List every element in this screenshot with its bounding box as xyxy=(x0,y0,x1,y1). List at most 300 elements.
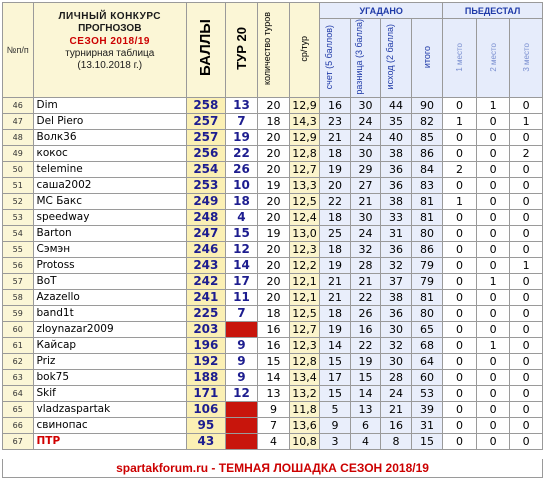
footer-caption: spartakforum.ru - ТЕМНАЯ ЛОШАДКА СЕЗОН 2018/19 xyxy=(2,459,543,478)
place2-cell: 0 xyxy=(476,353,510,369)
points-cell: 95 xyxy=(187,417,226,433)
tours-count-cell: 4 xyxy=(258,433,290,449)
place3-cell: 0 xyxy=(510,273,543,289)
score-hits-cell: 23 xyxy=(320,113,351,129)
diff-hits-cell: 30 xyxy=(350,97,381,113)
total-hits-cell: 82 xyxy=(411,113,443,129)
points-cell: 188 xyxy=(187,369,226,385)
outcome-hits-cell: 36 xyxy=(381,305,412,321)
tours-count-cell: 20 xyxy=(258,145,290,161)
place2-cell: 0 xyxy=(476,289,510,305)
tours-count-cell: 19 xyxy=(258,225,290,241)
participant-name: bok75 xyxy=(33,369,187,385)
place2-cell: 0 xyxy=(476,209,510,225)
tour-points-cell xyxy=(225,417,258,433)
points-cell: 225 xyxy=(187,305,226,321)
diff-hits-cell: 15 xyxy=(350,369,381,385)
tour-points-cell: 26 xyxy=(225,161,258,177)
row-number: 52 xyxy=(3,193,34,209)
row-number: 55 xyxy=(3,241,34,257)
row-number: 62 xyxy=(3,353,34,369)
tours-count-cell: 20 xyxy=(258,193,290,209)
avg-cell: 12,9 xyxy=(289,129,320,145)
row-number: 67 xyxy=(3,433,34,449)
tours-count-cell: 20 xyxy=(258,129,290,145)
title-line1: ЛИЧНЫЙ КОНКУРС xyxy=(58,11,162,22)
standings-rows xyxy=(3,97,543,449)
place2-cell: 0 xyxy=(476,241,510,257)
table-label: турнирная таблица xyxy=(65,48,155,59)
diff-hits-cell: 22 xyxy=(350,289,381,305)
tours-count-cell: 16 xyxy=(258,337,290,353)
header-place2: 2 место xyxy=(476,19,510,98)
tours-count-cell: 20 xyxy=(258,161,290,177)
tours-count-cell: 9 xyxy=(258,401,290,417)
place2-cell: 1 xyxy=(476,337,510,353)
avg-cell: 12,9 xyxy=(289,97,320,113)
avg-cell: 11,8 xyxy=(289,401,320,417)
header-guessed-group: УГАДАНО xyxy=(320,3,443,19)
participant-name: кокос xyxy=(33,145,187,161)
row-number: 54 xyxy=(3,225,34,241)
table-date: (13.10.2018 г.) xyxy=(77,60,143,71)
row-number: 59 xyxy=(3,305,34,321)
tours-count-cell: 20 xyxy=(258,289,290,305)
standings-table xyxy=(2,2,543,450)
diff-hits-cell: 21 xyxy=(350,193,381,209)
outcome-hits-cell: 33 xyxy=(381,209,412,225)
place1-cell: 0 xyxy=(443,433,477,449)
tours-count-cell: 20 xyxy=(258,257,290,273)
points-cell: 203 xyxy=(187,321,226,337)
place1-cell: 1 xyxy=(443,113,477,129)
avg-cell: 12,7 xyxy=(289,321,320,337)
outcome-hits-cell: 16 xyxy=(381,417,412,433)
outcome-hits-cell: 36 xyxy=(381,177,412,193)
participant-name: Priz xyxy=(33,353,187,369)
table-row xyxy=(3,433,543,449)
place2-cell: 1 xyxy=(476,273,510,289)
place2-cell: 0 xyxy=(476,257,510,273)
diff-hits-cell: 4 xyxy=(350,433,381,449)
score-hits-cell: 3 xyxy=(320,433,351,449)
table-row xyxy=(3,353,543,369)
participant-name: Protoss xyxy=(33,257,187,273)
tour-points-cell: 9 xyxy=(225,353,258,369)
diff-hits-cell: 28 xyxy=(350,257,381,273)
avg-cell: 12,1 xyxy=(289,273,320,289)
tour-points-cell: 13 xyxy=(225,97,258,113)
tour-points-cell: 12 xyxy=(225,385,258,401)
place2-cell: 1 xyxy=(476,97,510,113)
place1-cell: 0 xyxy=(443,401,477,417)
place3-cell: 0 xyxy=(510,385,543,401)
score-hits-cell: 20 xyxy=(320,177,351,193)
points-cell: 257 xyxy=(187,113,226,129)
participant-name: свинопас xyxy=(33,417,187,433)
participant-name: Azazello xyxy=(33,289,187,305)
diff-hits-cell: 13 xyxy=(350,401,381,417)
outcome-hits-cell: 21 xyxy=(381,401,412,417)
diff-hits-cell: 27 xyxy=(350,177,381,193)
score-hits-cell: 19 xyxy=(320,257,351,273)
diff-hits-cell: 29 xyxy=(350,161,381,177)
tour-points-cell xyxy=(225,321,258,337)
title-line2: ПРОГНОЗОВ xyxy=(78,23,142,34)
participant-name: Кайсар xyxy=(33,337,187,353)
tours-count-cell: 13 xyxy=(258,385,290,401)
table-row xyxy=(3,289,543,305)
avg-cell: 12,8 xyxy=(289,353,320,369)
avg-cell: 12,2 xyxy=(289,257,320,273)
score-hits-cell: 21 xyxy=(320,273,351,289)
diff-hits-cell: 30 xyxy=(350,209,381,225)
avg-cell: 13,0 xyxy=(289,225,320,241)
total-hits-cell: 60 xyxy=(411,369,443,385)
outcome-hits-cell: 37 xyxy=(381,273,412,289)
tour-points-cell: 7 xyxy=(225,305,258,321)
header-points: БАЛЛЫ xyxy=(187,3,226,98)
participant-name: Dim xyxy=(33,97,187,113)
table-row xyxy=(3,161,543,177)
outcome-hits-cell: 40 xyxy=(381,129,412,145)
points-cell: 241 xyxy=(187,289,226,305)
place2-cell: 0 xyxy=(476,193,510,209)
diff-hits-cell: 6 xyxy=(350,417,381,433)
outcome-hits-cell: 32 xyxy=(381,337,412,353)
header-title-block xyxy=(33,3,187,98)
tours-count-cell: 20 xyxy=(258,241,290,257)
place3-cell: 2 xyxy=(510,145,543,161)
outcome-hits-cell: 8 xyxy=(381,433,412,449)
place2-cell: 0 xyxy=(476,321,510,337)
total-hits-cell: 68 xyxy=(411,337,443,353)
table-row xyxy=(3,337,543,353)
place1-cell: 0 xyxy=(443,97,477,113)
diff-hits-cell: 16 xyxy=(350,321,381,337)
place1-cell: 0 xyxy=(443,417,477,433)
tours-count-cell: 14 xyxy=(258,369,290,385)
place1-cell: 0 xyxy=(443,145,477,161)
place2-cell: 0 xyxy=(476,369,510,385)
participant-name: Волк36 xyxy=(33,129,187,145)
score-hits-cell: 15 xyxy=(320,353,351,369)
score-hits-cell: 18 xyxy=(320,305,351,321)
place2-cell: 0 xyxy=(476,401,510,417)
row-number: 63 xyxy=(3,369,34,385)
row-number: 65 xyxy=(3,401,34,417)
place3-cell: 0 xyxy=(510,337,543,353)
total-hits-cell: 83 xyxy=(411,177,443,193)
score-hits-cell: 19 xyxy=(320,321,351,337)
tour-points-cell: 18 xyxy=(225,193,258,209)
place1-cell: 0 xyxy=(443,177,477,193)
tour-points-cell xyxy=(225,401,258,417)
diff-hits-cell: 24 xyxy=(350,129,381,145)
place1-cell: 0 xyxy=(443,257,477,273)
tour-points-cell: 22 xyxy=(225,145,258,161)
row-number: 51 xyxy=(3,177,34,193)
header-place3: 3 место xyxy=(510,19,543,98)
avg-cell: 12,5 xyxy=(289,305,320,321)
place1-cell: 0 xyxy=(443,369,477,385)
score-hits-cell: 21 xyxy=(320,289,351,305)
place3-cell: 0 xyxy=(510,177,543,193)
total-hits-cell: 80 xyxy=(411,305,443,321)
tours-count-cell: 18 xyxy=(258,305,290,321)
place3-cell: 0 xyxy=(510,401,543,417)
points-cell: 192 xyxy=(187,353,226,369)
points-cell: 257 xyxy=(187,129,226,145)
row-number: 56 xyxy=(3,257,34,273)
tour-points-cell: 15 xyxy=(225,225,258,241)
points-cell: 171 xyxy=(187,385,226,401)
tour-points-cell: 19 xyxy=(225,129,258,145)
standings-sheet xyxy=(2,2,543,478)
avg-cell: 10,8 xyxy=(289,433,320,449)
table-row xyxy=(3,417,543,433)
header-num: №п/п xyxy=(3,3,34,98)
points-cell: 249 xyxy=(187,193,226,209)
score-hits-cell: 17 xyxy=(320,369,351,385)
place1-cell: 0 xyxy=(443,273,477,289)
points-cell: 254 xyxy=(187,161,226,177)
participant-name: Skif xyxy=(33,385,187,401)
table-row xyxy=(3,113,543,129)
outcome-hits-cell: 38 xyxy=(381,193,412,209)
tours-count-cell: 16 xyxy=(258,321,290,337)
header-place1: 1 место xyxy=(443,19,477,98)
place3-cell: 0 xyxy=(510,241,543,257)
total-hits-cell: 15 xyxy=(411,433,443,449)
avg-cell: 13,4 xyxy=(289,369,320,385)
place3-cell: 0 xyxy=(510,225,543,241)
place1-cell: 0 xyxy=(443,305,477,321)
points-cell: 43 xyxy=(187,433,226,449)
place1-cell: 0 xyxy=(443,241,477,257)
total-hits-cell: 86 xyxy=(411,145,443,161)
row-number: 50 xyxy=(3,161,34,177)
score-hits-cell: 18 xyxy=(320,145,351,161)
tours-count-cell: 18 xyxy=(258,113,290,129)
place3-cell: 0 xyxy=(510,369,543,385)
row-number: 60 xyxy=(3,321,34,337)
row-number: 47 xyxy=(3,113,34,129)
place1-cell: 0 xyxy=(443,129,477,145)
place3-cell: 0 xyxy=(510,161,543,177)
outcome-hits-cell: 30 xyxy=(381,353,412,369)
total-hits-cell: 39 xyxy=(411,401,443,417)
diff-hits-cell: 26 xyxy=(350,305,381,321)
total-hits-cell: 79 xyxy=(411,257,443,273)
avg-cell: 12,7 xyxy=(289,161,320,177)
header-avg: ср/тур xyxy=(289,3,320,98)
place3-cell: 1 xyxy=(510,113,543,129)
diff-hits-cell: 19 xyxy=(350,353,381,369)
place1-cell: 0 xyxy=(443,353,477,369)
total-hits-cell: 81 xyxy=(411,209,443,225)
participant-name: ПТР xyxy=(33,433,187,449)
place2-cell: 0 xyxy=(476,129,510,145)
avg-cell: 13,6 xyxy=(289,417,320,433)
participant-name: Сэмэн xyxy=(33,241,187,257)
avg-cell: 12,4 xyxy=(289,209,320,225)
diff-hits-cell: 24 xyxy=(350,113,381,129)
table-row xyxy=(3,401,543,417)
place3-cell: 0 xyxy=(510,193,543,209)
diff-hits-cell: 22 xyxy=(350,337,381,353)
table-row xyxy=(3,177,543,193)
points-cell: 242 xyxy=(187,273,226,289)
avg-cell: 12,5 xyxy=(289,193,320,209)
row-number: 49 xyxy=(3,145,34,161)
total-hits-cell: 84 xyxy=(411,161,443,177)
table-row xyxy=(3,257,543,273)
avg-cell: 13,2 xyxy=(289,385,320,401)
participant-name: саша2002 xyxy=(33,177,187,193)
outcome-hits-cell: 24 xyxy=(381,385,412,401)
score-hits-cell: 18 xyxy=(320,209,351,225)
place3-cell: 0 xyxy=(510,353,543,369)
tour-points-cell: 12 xyxy=(225,241,258,257)
table-row xyxy=(3,145,543,161)
table-row xyxy=(3,129,543,145)
points-cell: 243 xyxy=(187,257,226,273)
points-cell: 196 xyxy=(187,337,226,353)
tour-points-cell: 9 xyxy=(225,337,258,353)
score-hits-cell: 16 xyxy=(320,97,351,113)
place1-cell: 0 xyxy=(443,321,477,337)
total-hits-cell: 79 xyxy=(411,273,443,289)
outcome-hits-cell: 32 xyxy=(381,257,412,273)
diff-hits-cell: 14 xyxy=(350,385,381,401)
place3-cell: 1 xyxy=(510,257,543,273)
place3-cell: 0 xyxy=(510,129,543,145)
outcome-hits-cell: 36 xyxy=(381,161,412,177)
participant-name: vladzaspartak xyxy=(33,401,187,417)
tour-points-cell: 9 xyxy=(225,369,258,385)
tours-count-cell: 15 xyxy=(258,353,290,369)
place1-cell: 0 xyxy=(443,225,477,241)
avg-cell: 12,3 xyxy=(289,337,320,353)
place2-cell: 0 xyxy=(476,385,510,401)
place2-cell: 0 xyxy=(476,145,510,161)
place2-cell: 0 xyxy=(476,417,510,433)
table-row xyxy=(3,385,543,401)
participant-name: band1t xyxy=(33,305,187,321)
total-hits-cell: 31 xyxy=(411,417,443,433)
score-hits-cell: 18 xyxy=(320,241,351,257)
place3-cell: 0 xyxy=(510,209,543,225)
outcome-hits-cell: 30 xyxy=(381,321,412,337)
header-diff: разница (3 балла) xyxy=(350,19,381,98)
tours-count-cell: 20 xyxy=(258,97,290,113)
header-total: итого xyxy=(411,19,443,98)
total-hits-cell: 65 xyxy=(411,321,443,337)
tour-points-cell: 4 xyxy=(225,209,258,225)
row-number: 64 xyxy=(3,385,34,401)
place2-cell: 0 xyxy=(476,305,510,321)
place2-cell: 0 xyxy=(476,161,510,177)
header-tour: ТУР 20 xyxy=(225,3,258,98)
avg-cell: 14,3 xyxy=(289,113,320,129)
table-row xyxy=(3,321,543,337)
total-hits-cell: 64 xyxy=(411,353,443,369)
table-row xyxy=(3,241,543,257)
place1-cell: 0 xyxy=(443,289,477,305)
table-row xyxy=(3,273,543,289)
place3-cell: 0 xyxy=(510,417,543,433)
score-hits-cell: 5 xyxy=(320,401,351,417)
score-hits-cell: 9 xyxy=(320,417,351,433)
avg-cell: 12,3 xyxy=(289,241,320,257)
table-row xyxy=(3,97,543,113)
diff-hits-cell: 24 xyxy=(350,225,381,241)
participant-name: Barton xyxy=(33,225,187,241)
participant-name: BoT xyxy=(33,273,187,289)
place2-cell: 0 xyxy=(476,113,510,129)
tour-points-cell: 10 xyxy=(225,177,258,193)
participant-name: speedway xyxy=(33,209,187,225)
outcome-hits-cell: 44 xyxy=(381,97,412,113)
place1-cell: 1 xyxy=(443,193,477,209)
points-cell: 258 xyxy=(187,97,226,113)
diff-hits-cell: 32 xyxy=(350,241,381,257)
total-hits-cell: 53 xyxy=(411,385,443,401)
place2-cell: 0 xyxy=(476,177,510,193)
points-cell: 106 xyxy=(187,401,226,417)
avg-cell: 13,3 xyxy=(289,177,320,193)
season-label: СЕЗОН 2018/19 xyxy=(69,36,150,47)
tour-points-cell: 7 xyxy=(225,113,258,129)
place3-cell: 0 xyxy=(510,433,543,449)
tour-points-cell xyxy=(225,433,258,449)
row-number: 46 xyxy=(3,97,34,113)
participant-name: МС Бакс xyxy=(33,193,187,209)
total-hits-cell: 80 xyxy=(411,225,443,241)
row-number: 48 xyxy=(3,129,34,145)
avg-cell: 12,1 xyxy=(289,289,320,305)
participant-name: Del Piero xyxy=(33,113,187,129)
header-outcome: исход (2 балла) xyxy=(381,19,412,98)
score-hits-cell: 25 xyxy=(320,225,351,241)
points-cell: 247 xyxy=(187,225,226,241)
total-hits-cell: 81 xyxy=(411,289,443,305)
place1-cell: 0 xyxy=(443,209,477,225)
outcome-hits-cell: 31 xyxy=(381,225,412,241)
table-row xyxy=(3,369,543,385)
total-hits-cell: 90 xyxy=(411,97,443,113)
participant-name: telemine xyxy=(33,161,187,177)
total-hits-cell: 81 xyxy=(411,193,443,209)
row-number: 57 xyxy=(3,273,34,289)
place2-cell: 0 xyxy=(476,225,510,241)
diff-hits-cell: 30 xyxy=(350,145,381,161)
outcome-hits-cell: 28 xyxy=(381,369,412,385)
tours-count-cell: 19 xyxy=(258,177,290,193)
points-cell: 253 xyxy=(187,177,226,193)
total-hits-cell: 85 xyxy=(411,129,443,145)
row-number: 53 xyxy=(3,209,34,225)
outcome-hits-cell: 38 xyxy=(381,289,412,305)
place1-cell: 2 xyxy=(443,161,477,177)
table-row xyxy=(3,209,543,225)
row-number: 66 xyxy=(3,417,34,433)
score-hits-cell: 19 xyxy=(320,161,351,177)
tour-points-cell: 17 xyxy=(225,273,258,289)
row-number: 61 xyxy=(3,337,34,353)
avg-cell: 12,8 xyxy=(289,145,320,161)
